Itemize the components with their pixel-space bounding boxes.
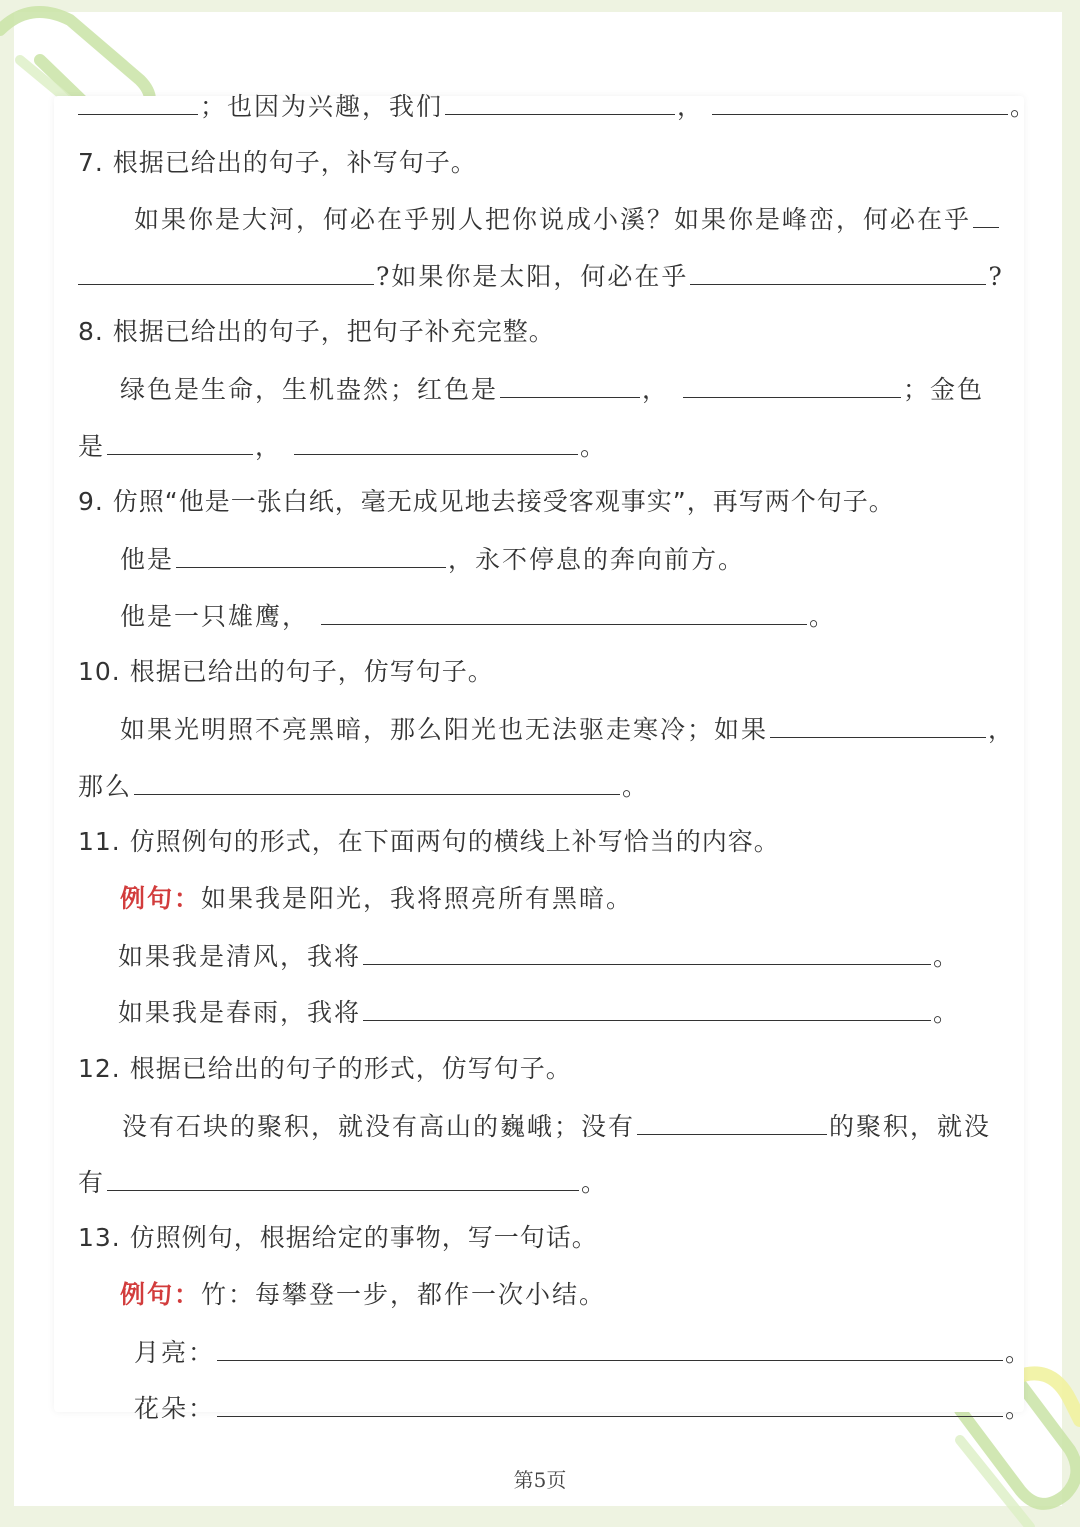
- question-9-line2: 他是一只雄鹰， 。: [120, 602, 837, 631]
- question-13-example: 例句：竹：每攀登一步，都作一次小结。: [120, 1280, 607, 1309]
- continuation-line: ；也因为兴趣，我们 ， 。: [78, 90, 1037, 123]
- answer-blank[interactable]: [321, 600, 807, 625]
- question-11-line1: 如果我是清风，我将 。: [118, 942, 961, 971]
- answer-blank[interactable]: [107, 1166, 579, 1191]
- question-10-body: 如果光明照不亮黑暗，那么阳光也无法驱走寒冷；如果 ，: [120, 715, 1016, 744]
- question-12-body: 没有石块的聚积，就没有高山的巍峨；没有 的聚积，就没: [122, 1112, 992, 1141]
- answer-blank[interactable]: [294, 430, 578, 455]
- question-11-line2: 如果我是春雨，我将 。: [118, 998, 961, 1027]
- answer-blank[interactable]: [217, 1336, 1003, 1361]
- question-10-title: 10. 根据已给出的句子，仿写句子。: [78, 657, 494, 686]
- content-card: [54, 96, 1024, 1412]
- answer-blank[interactable]: [363, 996, 931, 1021]
- answer-blank[interactable]: [683, 373, 901, 398]
- answer-blank[interactable]: [973, 203, 999, 228]
- question-7-body-line2: ?如果你是太阳，何必在乎 ?: [78, 260, 1004, 293]
- question-12-body-line2: 有 。: [78, 1168, 609, 1197]
- answer-blank[interactable]: [712, 90, 1008, 115]
- answer-blank[interactable]: [78, 260, 374, 285]
- question-11-example: 例句：如果我是阳光，我将照亮所有黑暗。: [120, 884, 634, 913]
- question-7-title: 7. 根据已给出的句子，补写句子。: [78, 148, 477, 177]
- question-12-title: 12. 根据已给出的句子的形式，仿写句子。: [78, 1054, 572, 1083]
- question-10-body-line2: 那么 。: [78, 772, 650, 801]
- question-8-title: 8. 根据已给出的句子，把句子补充完整。: [78, 317, 555, 346]
- question-13-title: 13. 仿照例句，根据给定的事物，写一句话。: [78, 1223, 598, 1252]
- answer-blank[interactable]: [134, 770, 620, 795]
- question-11-title: 11. 仿照例句的形式，在下面两句的横线上补写恰当的内容。: [78, 827, 780, 856]
- example-label: 例句：: [120, 884, 202, 913]
- question-8-body-line2: 是 ， 。: [78, 432, 608, 461]
- answer-blank[interactable]: [107, 430, 253, 455]
- answer-blank[interactable]: [500, 373, 640, 398]
- question-8-body: 绿色是生命，生机盎然；红色是 ， ；金色: [120, 375, 985, 404]
- page-number: 第5页: [513, 1468, 567, 1492]
- answer-blank[interactable]: [445, 90, 675, 115]
- question-13-line2: 花朵： 。: [134, 1394, 1033, 1423]
- question-7-body: 如果你是大河，何必在乎别人把你说成小溪？如果你是峰峦，何必在乎: [134, 203, 1001, 236]
- answer-blank[interactable]: [637, 1110, 827, 1135]
- answer-blank[interactable]: [217, 1392, 1003, 1417]
- question-9-title: 9. 仿照“他是一张白纸，毫无成见地去接受客观事实”，再写两个句子。: [78, 487, 895, 516]
- answer-blank[interactable]: [78, 90, 198, 115]
- answer-blank[interactable]: [176, 543, 446, 568]
- example-label: 例句：: [120, 1280, 202, 1309]
- answer-blank[interactable]: [690, 260, 986, 285]
- answer-blank[interactable]: [770, 713, 986, 738]
- question-13-line1: 月亮： 。: [134, 1338, 1033, 1367]
- answer-blank[interactable]: [363, 940, 931, 965]
- question-9-line1: 他是 ，永不停息的奔向前方。: [120, 545, 746, 574]
